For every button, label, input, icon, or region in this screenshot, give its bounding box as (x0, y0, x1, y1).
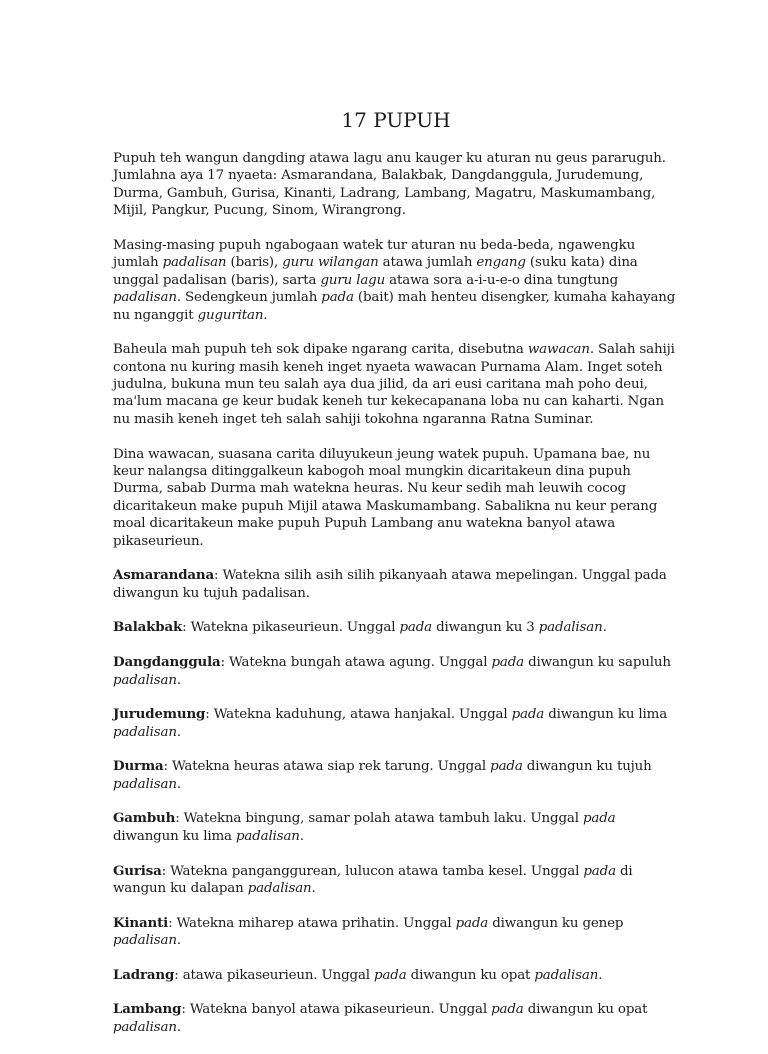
text-run: . (299, 828, 304, 844)
italic-term: padalisan (113, 724, 177, 740)
text-run: (bait) mah henteu disengker, kumaha kahayang nu nganggit (113, 290, 676, 323)
italic-term: guru wilangan (282, 255, 379, 271)
document-body (113, 150, 678, 1054)
text-run: (baris), (226, 255, 283, 271)
text-run: Masing-masing pupuh ngabogaan watek tur aturan nu beda-beda, ngawengku jumlah (113, 237, 636, 271)
italic-term: pada (399, 620, 432, 636)
pupuh-entry (113, 567, 678, 602)
text-run: diwangun ku lima (544, 707, 668, 723)
italic-term: pada (511, 707, 545, 723)
italic-term: pada (321, 290, 354, 306)
text-run: : atawa pikaseurieun. Unggal (174, 967, 375, 983)
italic-term: wawacan (527, 342, 590, 358)
text-run: . (598, 967, 603, 983)
text-run: : Watekna silih asih silih pikanyaah atawa mepelingan. Unggal pada diwangun ku tujuh padalisan. (113, 568, 667, 601)
italic-term: padalisan (113, 933, 177, 949)
intro-paragraph (113, 446, 678, 550)
pupuh-entry (113, 654, 678, 689)
italic-term: pada (491, 1002, 524, 1018)
italic-term: padalisan (247, 880, 312, 896)
text-run: : Watekna bingung, samar polah atawa tambuh laku. Unggal (175, 811, 583, 827)
intro-paragraph (113, 237, 678, 324)
text-run: diwangun ku tujuh (522, 759, 652, 775)
intro-paragraph (113, 341, 678, 428)
text-run: . Salah sahiji contona nu kuring masih keneh inget nyaeta wawacan Purnama Alam. Inget soteh judulna, bukuna mun teu salah aya dua jilid, da ari eusi caritana mah poho deui, ma'lum macana ge keur budak keneh tur kekecapanana loba nu can kaharti. Ngan nu masih keneh inget teh salah sahiji tokohna ngaranna Ratna Suminar. (113, 342, 675, 427)
pupuh-entry (113, 706, 678, 741)
italic-term: padalisan (534, 967, 599, 983)
text-run: : Watekna miharep atawa prihatin. Unggal (168, 915, 456, 931)
text-run: . (311, 880, 316, 896)
text-run: : Watekna panganggurean, lulucon atawa tamba kesel. Unggal (161, 863, 584, 879)
pupuh-entry (113, 863, 678, 898)
text-run: . (176, 1019, 181, 1035)
italic-term: guguritan (197, 307, 264, 323)
italic-term: pada (374, 967, 407, 983)
italic-term: padalisan (113, 290, 177, 306)
pupuh-name: Ladrang (113, 966, 175, 983)
italic-term: pada (491, 655, 524, 671)
text-run: diwangun ku opat (523, 1002, 648, 1018)
italic-term: engang (476, 255, 526, 271)
pupuh-name: Dangdanggula (113, 654, 221, 671)
pupuh-name: Gurisa (113, 862, 162, 879)
text-run: : Watekna banyol atawa pikaseurieun. Unggal (181, 1002, 492, 1018)
italic-term: pada (583, 863, 616, 879)
text-run: di wangun ku dalapan (113, 863, 633, 896)
text-run: : Watekna pikaseurieun. Unggal (182, 620, 400, 636)
italic-term: padalisan (235, 828, 300, 844)
pupuh-name: Kinanti (113, 914, 169, 931)
text-run: diwangun ku sapuluh (523, 655, 671, 671)
italic-term: pada (455, 915, 489, 931)
pupuh-name: Lambang (113, 1001, 182, 1018)
pupuh-name: Gambuh (113, 810, 176, 827)
pupuh-entry (113, 1001, 678, 1036)
text-run: Baheula mah pupuh teh sok dipake ngarang carita, disebutna (113, 342, 528, 358)
page-title: 17 PUPUH (341, 108, 451, 132)
italic-term: padalisan (113, 776, 177, 792)
text-run: . (176, 933, 181, 949)
pupuh-entry (113, 810, 678, 845)
italic-term: pada (490, 759, 523, 775)
pupuh-entry (113, 915, 678, 950)
italic-term: padalisan (113, 1019, 177, 1035)
italic-term: pada (582, 811, 616, 827)
text-run: . (263, 307, 268, 323)
pupuh-entry (113, 758, 678, 793)
pupuh-name: Balakbak (113, 619, 183, 636)
text-run: diwangun ku opat (406, 967, 535, 983)
pupuh-entry (113, 967, 678, 984)
text-run: (suku kata) dina unggal padalisan (baris), sarta (113, 255, 638, 288)
italic-term: guru lagu (320, 272, 386, 288)
text-run: Dina wawacan, suasana carita diluyukeun jeung watek pupuh. Upamana bae, nu keur nalangsa ditinggalkeun kabogoh moal mungkin dicaritakeun dina pupuh Durma, sabab Durma mah watekna heuras. Nu keur sedih mah leuwih cocog dicaritakeun make pupuh Mijil atawa Maskumambang. Sabalikna nu keur perang moal dicaritakeun make pupuh Pupuh Lambang anu watekna banyol atawa pikaseurieun. (113, 446, 658, 549)
text-run: : Watekna heuras atawa siap rek tarung. Unggal (163, 759, 491, 775)
pupuh-name: Durma (113, 758, 164, 775)
text-run: diwangun ku lima (113, 828, 236, 844)
text-run: . (176, 724, 181, 740)
text-run: Pupuh teh wangun dangding atawa lagu anu kauger ku aturan nu geus pararuguh. Jumlahna aya 17 nyaeta: Asmarandana, Balakbak, Dangdanggula, Jurudemung, Durma, Gambuh, Gurisa, Kinanti, Ladrang, Lambang, Magatru, Maskumambang, Mijil, Pangkur, Pucung, Sinom, Wirangrong. (113, 151, 666, 219)
text-run: atawa jumlah (378, 255, 477, 271)
text-run: diwangun ku genep (488, 915, 624, 931)
pupuh-name: Jurudemung (113, 706, 206, 723)
text-run: . (176, 672, 181, 688)
text-run: . (602, 620, 607, 636)
pupuh-name: Asmarandana (113, 567, 215, 584)
italic-term: padalisan (162, 255, 227, 271)
text-run: atawa sora a-i-u-e-o dina tungtung (385, 272, 619, 288)
text-run: diwangun ku 3 (431, 620, 539, 636)
text-run: . Sedengkeun jumlah (176, 290, 322, 306)
italic-term: padalisan (538, 620, 603, 636)
text-run: : Watekna bungah atawa agung. Unggal (220, 655, 492, 671)
pupuh-entry (113, 619, 678, 636)
text-run: . (176, 776, 181, 792)
intro-paragraph (113, 150, 678, 220)
italic-term: padalisan (113, 672, 177, 688)
text-run: : Watekna kaduhung, atawa hanjakal. Unggal (205, 707, 512, 723)
